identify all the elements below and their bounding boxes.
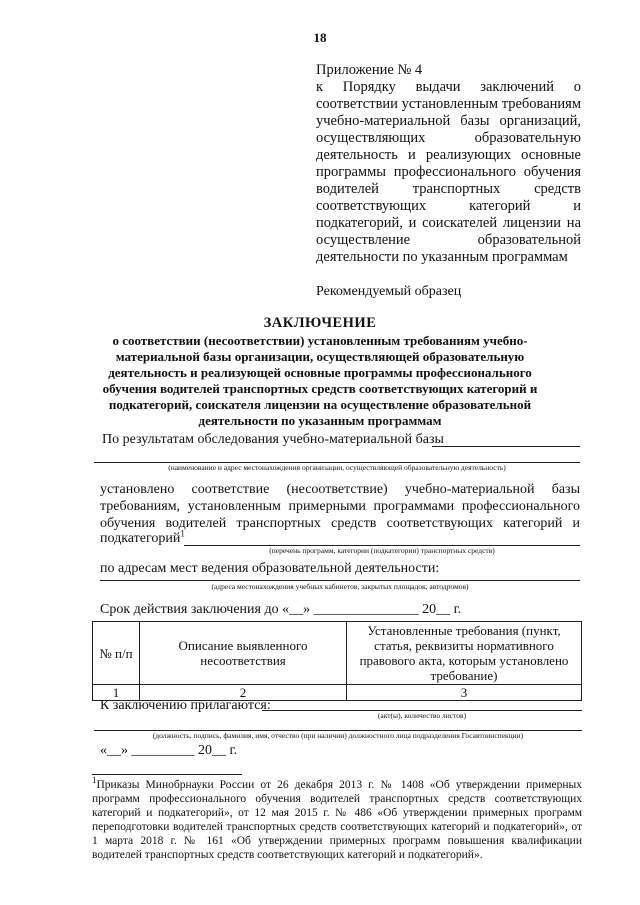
footnote-divider: [92, 774, 242, 775]
header-description: Описание выявленного несоответствия: [140, 622, 347, 685]
header-number: № п/п: [93, 622, 140, 685]
column-number-2: 2: [140, 685, 347, 701]
column-number-1: 1: [93, 685, 140, 701]
column-number-3: 3: [347, 685, 582, 701]
footnote: [92, 775, 582, 862]
organization-name-caption: (наименование и адрес местонахождения организации, осуществляющей образовательную деятельность): [168, 463, 506, 472]
validity-line: Срок действия заключения до «__» _______________ 20__ г.: [100, 602, 462, 617]
attached-label: К заключению прилагаются:: [100, 698, 271, 713]
document-title: ЗАКЛЮЧЕНИЕ: [263, 315, 377, 331]
programs-caption: (перечень программ, категории (подкатегории) транспортных средств): [269, 546, 495, 555]
document-subtitle: о соответствии (несоответствии) установленным требованиям учебно-материальной базы организации, осуществляющей образовательную деятельность и реализующей основные программы профессионального обучения водителей транспортных средств соответствующих категорий и подкатегорий, соискателя лицензии на осуществление образовательной деятельности по указанным программам: [102, 333, 538, 428]
recommended-sample-label: Рекомендуемый образец: [316, 284, 462, 299]
date-line: «__» _________ 20__ г.: [100, 743, 238, 758]
table-header-row: [93, 622, 582, 685]
survey-label: По результатам обследования учебно-материальной базы: [102, 432, 444, 447]
addresses-blank-line[interactable]: [100, 580, 580, 581]
nonconformity-table: [92, 621, 582, 701]
established-text: установлено соответствие (несоответствие) учебно-материальной базы требованиям, установленным примерными программами профессионального обучения водителей транспортных средств соответствующих категорий и: [100, 482, 580, 531]
established-last-line: [100, 530, 185, 547]
official-caption: (должность, подпись, фамилия, имя, отчество (при наличии) должностного лица подразделения Госавтоинспекции): [152, 731, 524, 740]
appendix-block: [316, 62, 581, 266]
addresses-caption: (адреса местонахождения учебных кабинетов, закрытых площадок, автодромов): [211, 582, 469, 591]
attached-caption: (акт(ы), количество листов): [377, 711, 467, 720]
footnote-number: 1: [92, 775, 97, 786]
page-number: 18: [313, 30, 327, 45]
appendix-heading: Приложение № 4: [316, 62, 423, 78]
addresses-label: по адресам мест ведения образовательной деятельности:: [100, 561, 440, 576]
appendix-text: к Порядку выдачи заключений о соответствии установленным требованиям учебно-материальной базы организаций, осуществляющих образовательную деятельность и реализующих основные программы профессионального обучения водителей транспортных средств соответствующих категорий и подкатегорий, и соискателей лицензии на осуществление образовательной деятельности по указанным программам: [316, 79, 581, 265]
footnote-text: Приказы Минобрнауки России от 26 декабря 2013 г. № 1408 «Об утверждении примерных программ профессионального обучения водителей транспортных средств соответствующих категорий и подкатегорий», от 12 мая 2015 г. № 486 «Об утверждении примерных программ переподготовки водителей транспортных средств соответствующих категорий и подкатегорий», от 1 марта 2018 г. № 161 «Об утверждении примерных программ повышения квалификации водителей транспортных средств соответствующих категорий и подкатегорий».: [92, 779, 582, 861]
footnote-mark: 1: [180, 528, 185, 539]
established-last-word: подкатегорий: [100, 531, 181, 546]
header-requirements: Установленные требования (пункт, статья, реквизиты нормативного правового акта, которым установлено требование): [347, 622, 582, 685]
survey-blank-line[interactable]: [432, 446, 580, 447]
